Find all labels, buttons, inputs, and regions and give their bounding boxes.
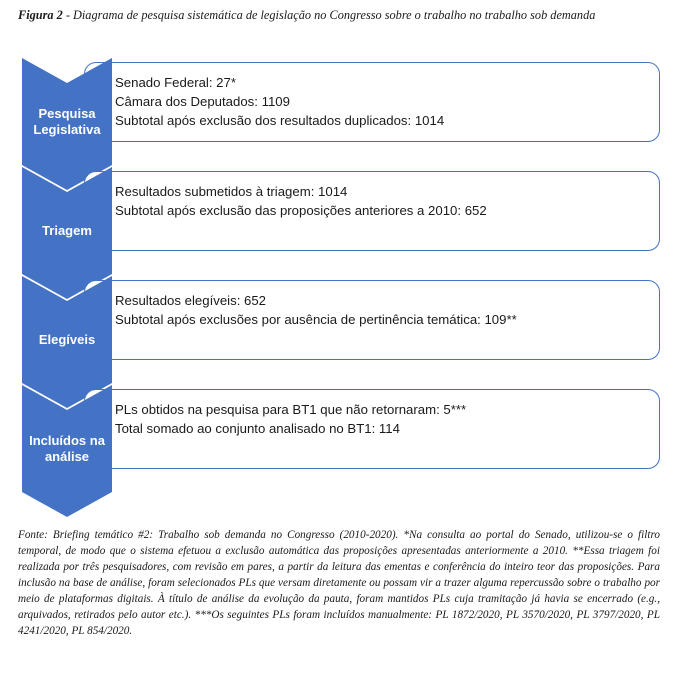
stage-box-incluidos <box>84 389 660 469</box>
chevron-label: Elegíveis <box>38 332 96 347</box>
list-item: • Resultados elegíveis: 652 <box>115 291 517 310</box>
figure-caption <box>18 8 668 23</box>
stage-list <box>115 400 466 438</box>
list-item: • Resultados submetidos à triagem: 1014 <box>115 182 487 201</box>
list-item: • Senado Federal: 27* <box>115 73 444 92</box>
stage-box-elegiveis <box>84 280 660 360</box>
figure-title: - Diagrama de pesquisa sistemática de legislação no Congresso sobre o trabalho no trabalho sob demanda <box>62 8 596 22</box>
chevron-label: Triagem <box>42 223 92 238</box>
list-item: • Total somado ao conjunto analisado no BT1: 114 <box>115 419 466 438</box>
stage-box-triagem <box>84 171 660 251</box>
stage-list <box>115 182 487 220</box>
list-item: • Subtotal após exclusões por ausência de pertinência temática: 109** <box>115 310 517 329</box>
figure-label: Figura 2 <box>18 8 63 22</box>
chevron-incluidos <box>22 385 112 517</box>
stage-list <box>115 73 444 130</box>
list-item: • Subtotal após exclusão dos resultados duplicados: 1014 <box>115 111 444 130</box>
list-item: • Câmara dos Deputados: 1109 <box>115 92 444 111</box>
list-item: • Subtotal após exclusão das proposições anteriores a 2010: 652 <box>115 201 487 220</box>
chevron-label: Incluídos na análise <box>29 433 105 464</box>
chevron-label: Pesquisa Legislativa <box>33 106 101 137</box>
stage-list <box>115 291 517 329</box>
footnote: Fonte: Briefing temático #2: Trabalho sob demanda no Congresso (2010-2020). *Na consulta ao portal do Senado, utilizou-se o filtro temporal, de modo que o sistema efetuou a exclusão automática das proposições apresentadas anteriormente a 2010. **Essa triagem foi realizada por três pesquisadores, com revisão em pares, a partir da leitura das ementas e conferência do inteiro teor das proposições. Para inclusão na base de análise, foram selecionados PLs que versam diretamente ou possam vir a trazer alguma repercussão sobre o trabalho por meio de plataformas digitais. À título de análise da evolução da pauta, foram mantidos PLs cuja tramitação já havia se encerrado (e.g., arquivados, retirados pelo autor etc.). ***Os seguintes PLs foram incluídos manualmente: PL 1872/2020, PL 3570/2020, PL 3797/2020, PL 4241/2020, PL 854/2020. <box>18 529 660 637</box>
stage-box-pesquisa-legislativa <box>84 62 660 142</box>
list-item: • PLs obtidos na pesquisa para BT1 que não retornaram: 5*** <box>115 400 466 419</box>
